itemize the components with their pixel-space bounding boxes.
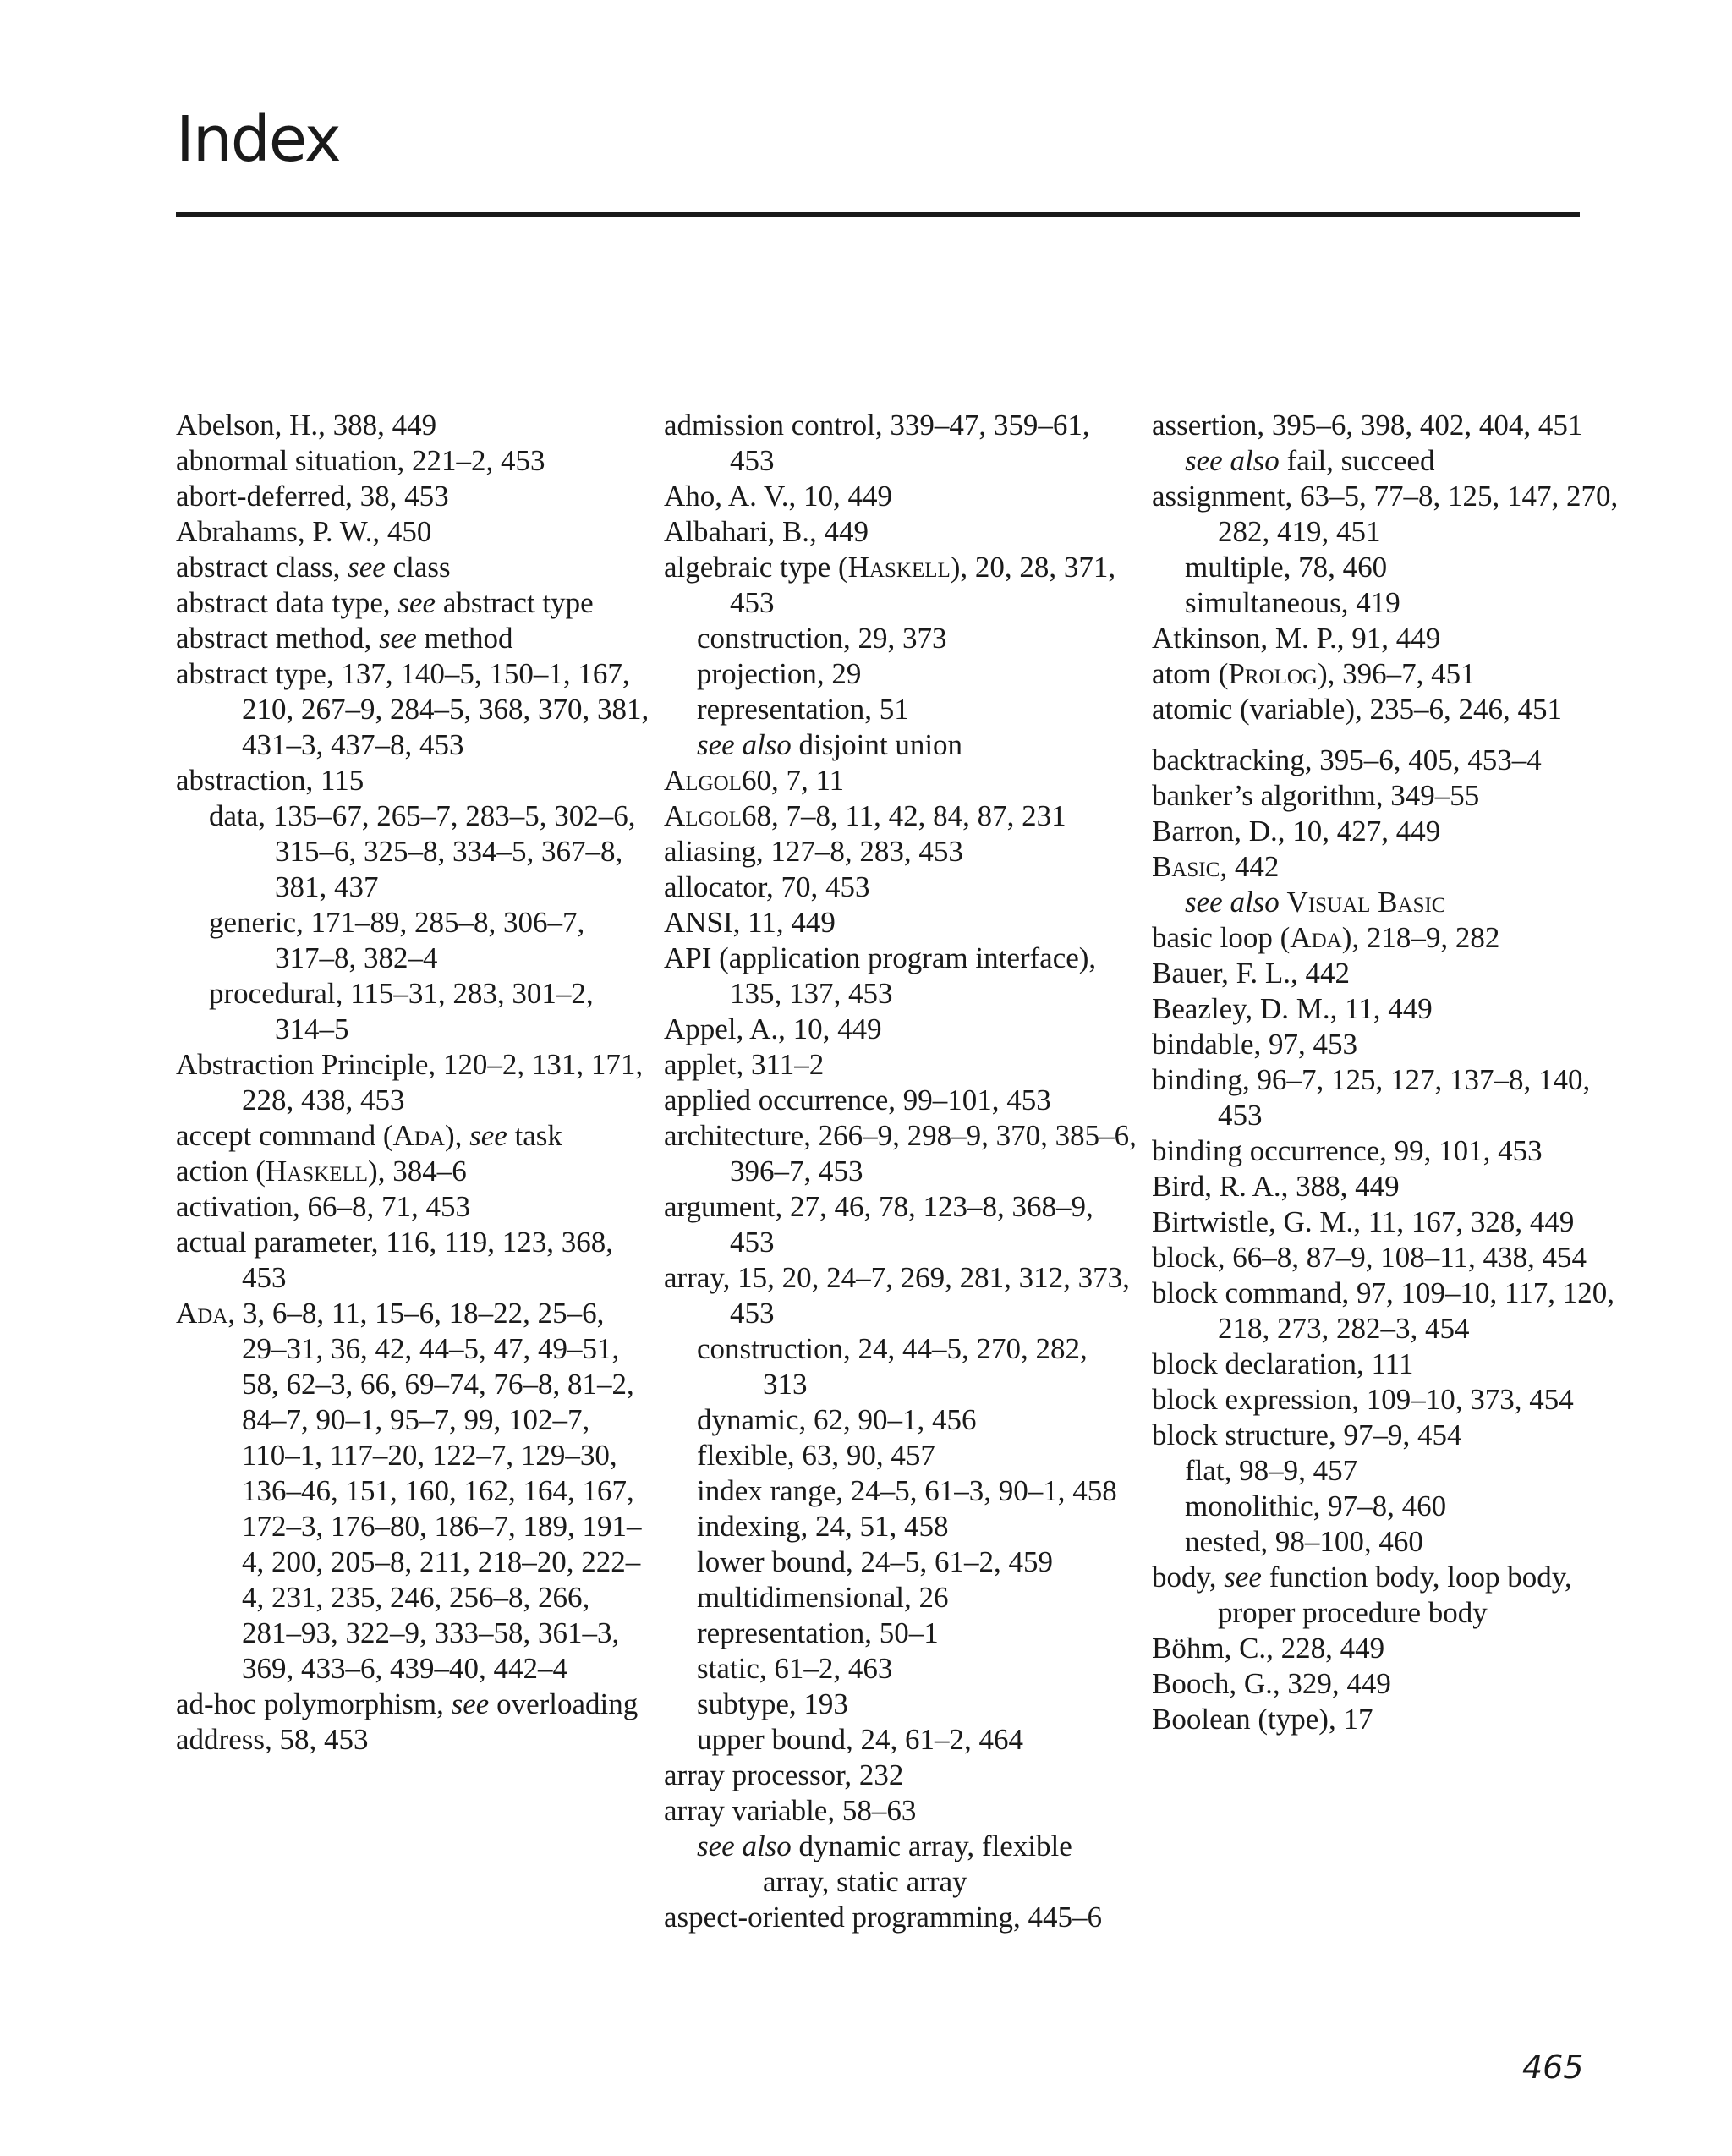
- entry-text: procedural, 115–31, 283, 301–2, 314–5: [209, 977, 594, 1045]
- entry-text: applet, 311–2: [664, 1048, 825, 1081]
- entry-text: fail, succeed: [1279, 444, 1435, 477]
- entry-text: Bird, R. A., 388, 449: [1152, 1170, 1400, 1203]
- index-entry: [176, 550, 650, 585]
- cross-reference-term: see also: [697, 728, 792, 761]
- entry-text: ), 218–9, 282: [1341, 921, 1500, 954]
- entry-text: binding occurrence, 99, 101, 453: [1152, 1134, 1543, 1167]
- entry-text: static, 61–2, 463: [697, 1652, 893, 1685]
- index-subentry: [1152, 1524, 1625, 1560]
- language-name: Ada: [392, 1119, 445, 1152]
- index-entry: [1152, 1169, 1625, 1204]
- index-subentry: [664, 1687, 1137, 1722]
- entry-text: abstract class,: [176, 551, 348, 584]
- index-entry: [664, 1793, 1137, 1829]
- index-entry: [1152, 991, 1625, 1027]
- entry-text: generic, 171–89, 285–8, 306–7, 317–8, 382–4: [209, 906, 585, 974]
- index-entry: [1152, 1062, 1625, 1133]
- index-entry: [664, 1260, 1137, 1331]
- index-entry: [664, 1012, 1137, 1047]
- index-entry: [664, 408, 1137, 479]
- index-entry: [664, 834, 1137, 870]
- index-subentry: [1152, 885, 1625, 920]
- entry-text: Appel, A., 10, 449: [664, 1012, 882, 1045]
- entry-text: class: [385, 551, 451, 584]
- entry-text: Abrahams, P. W., 450: [176, 515, 432, 548]
- entry-text: abstraction, 115: [176, 764, 364, 797]
- entry-text: activation, 66–8, 71, 453: [176, 1190, 471, 1223]
- entry-text: Birtwistle, G. M., 11, 167, 328, 449: [1152, 1205, 1575, 1238]
- entry-text: method: [416, 622, 513, 655]
- entry-text: ), 384–6: [368, 1155, 467, 1188]
- index-subentry: [664, 1544, 1137, 1580]
- index-entry: [1152, 1204, 1625, 1240]
- language-name: Algol: [664, 799, 742, 832]
- entry-text: subtype, 193: [697, 1687, 848, 1720]
- cross-reference-term: see: [379, 622, 417, 655]
- index-column-1: [176, 408, 650, 1758]
- entry-text: block, 66–8, 87–9, 108–11, 438, 454: [1152, 1241, 1587, 1274]
- index-entry: [1152, 408, 1625, 443]
- index-entry: [664, 479, 1137, 514]
- entry-text: Abelson, H., 388, 449: [176, 409, 437, 442]
- index-entry: [1152, 1631, 1625, 1666]
- entry-text: index range, 24–5, 61–3, 90–1, 458: [697, 1474, 1117, 1507]
- title-rule: [176, 212, 1580, 217]
- index-entry: [664, 1189, 1137, 1260]
- index-subentry: [1152, 1453, 1625, 1489]
- language-name: Ada: [176, 1297, 228, 1330]
- entry-text: API (application program interface), 135, 137, 453: [664, 941, 1097, 1010]
- index-subentry: [664, 692, 1137, 727]
- index-entry: [664, 1900, 1137, 1935]
- index-entry: [664, 870, 1137, 905]
- index-entry: [1152, 692, 1625, 727]
- index-entry: [1152, 1702, 1625, 1737]
- index-entry: [1152, 956, 1625, 991]
- entry-text: Aho, A. V., 10, 449: [664, 480, 893, 513]
- language-name: Basic: [1152, 850, 1220, 883]
- index-subentry: [664, 1722, 1137, 1758]
- entry-text: admission control, 339–47, 359–61, 453: [664, 409, 1090, 477]
- entry-text: Barron, D., 10, 427, 449: [1152, 815, 1441, 848]
- entry-text: binding, 96–7, 125, 127, 137–8, 140, 453: [1152, 1063, 1591, 1132]
- entry-text: , 442: [1220, 850, 1280, 883]
- index-subentry: [664, 1331, 1137, 1402]
- entry-text: abstract data type,: [176, 586, 398, 619]
- index-entry: [176, 1722, 650, 1758]
- cross-reference-term: see also: [1185, 886, 1280, 919]
- language-name: Visual Basic: [1286, 886, 1446, 919]
- language-name: Haskell: [847, 551, 951, 584]
- entry-text: ),: [444, 1119, 470, 1152]
- index-entry: [1152, 1666, 1625, 1702]
- index-entry: [1152, 849, 1625, 885]
- entry-text: construction, 29, 373: [697, 622, 947, 655]
- entry-text: , 3, 6–8, 11, 15–6, 18–22, 25–6, 29–31, 36, 42, 44–5, 47, 49–51, 58, 62–3, 66, 69–74, 76–8, 81–2, 84–7, 90–1, 95–7, 99, 102–7, 110–1, 117–20, 122–7, 129–30, 136–46, 151, 160, 162, 164, 167, 172–3, 176–80, 186–7, 189, 191–4, 200, 205–8, 211, 218–20, 222–4, 231, 235, 246, 256–8, 266, 281–93, 322–9, 333–58, 361–3, 369, 433–6, 439–40, 442–4: [227, 1297, 642, 1685]
- entry-text: aspect-oriented programming, 445–6: [664, 1901, 1103, 1934]
- index-subentry: [1152, 443, 1625, 479]
- index-column-3: [1152, 408, 1625, 1737]
- index-column-2: [664, 408, 1137, 1935]
- entry-text: ANSI, 11, 449: [664, 906, 836, 939]
- index-entry: [1152, 621, 1625, 656]
- entry-text: representation, 51: [697, 693, 909, 726]
- index-entry: [176, 1687, 650, 1722]
- entry-text: action (: [176, 1155, 266, 1188]
- index-entry: [176, 1154, 650, 1189]
- language-name: Algol: [664, 764, 742, 797]
- entry-text: ad-hoc polymorphism,: [176, 1687, 452, 1720]
- entry-text: 60, 7, 11: [741, 764, 845, 797]
- index-subentry: [176, 976, 650, 1047]
- index-subentry: [664, 1651, 1137, 1687]
- entry-text: abstract type: [436, 586, 594, 619]
- entry-text: abstract method,: [176, 622, 380, 655]
- index-entry: [176, 479, 650, 514]
- index-entry: [1152, 1382, 1625, 1418]
- entry-text: upper bound, 24, 61–2, 464: [697, 1723, 1023, 1756]
- entry-text: Abstraction Principle, 120–2, 131, 171, 228, 438, 453: [176, 1048, 644, 1116]
- entry-text: construction, 24, 44–5, 270, 282, 313: [697, 1332, 1088, 1401]
- entry-text: dynamic, 62, 90–1, 456: [697, 1403, 977, 1436]
- index-entry: [176, 585, 650, 621]
- entry-text: bindable, 97, 453: [1152, 1028, 1358, 1061]
- index-entry: [664, 1083, 1137, 1118]
- entry-text: abort-deferred, 38, 453: [176, 480, 449, 513]
- index-subentry: [1152, 585, 1625, 621]
- index-entry: [1152, 1027, 1625, 1062]
- entry-text: Albahari, B., 449: [664, 515, 869, 548]
- entry-text: array processor, 232: [664, 1758, 904, 1791]
- entry-text: lower bound, 24–5, 61–2, 459: [697, 1545, 1053, 1578]
- entry-text: Beazley, D. M., 11, 449: [1152, 992, 1433, 1025]
- entry-text: overloading: [489, 1687, 639, 1720]
- cross-reference-term: see: [397, 586, 436, 619]
- entry-text: ), 396–7, 451: [1317, 657, 1476, 690]
- entry-text: allocator, 70, 453: [664, 870, 870, 903]
- index-entry: [664, 798, 1137, 834]
- cross-reference-term: see also: [1185, 444, 1280, 477]
- index-entry: [176, 443, 650, 479]
- entry-text: array, 15, 20, 24–7, 269, 281, 312, 373, 453: [664, 1261, 1130, 1330]
- entry-text: banker’s algorithm, 349–55: [1152, 779, 1480, 812]
- entry-text: multidimensional, 26: [697, 1581, 949, 1614]
- index-subentry: [176, 798, 650, 905]
- entry-text: nested, 98–100, 460: [1185, 1525, 1423, 1558]
- index-entry: [1152, 1560, 1625, 1631]
- index-entry: [664, 1118, 1137, 1189]
- index-entry: [176, 514, 650, 550]
- index-entry: [176, 1296, 650, 1687]
- index-entry: [1152, 920, 1625, 956]
- index-entry: [1152, 814, 1625, 849]
- index-entry: [664, 1047, 1137, 1083]
- language-name: Ada: [1290, 921, 1342, 954]
- index-entry: [176, 656, 650, 763]
- entry-text: disjoint union: [791, 728, 963, 761]
- entry-text: dynamic array, flexible array, static array: [763, 1830, 1072, 1898]
- index-subentry: [664, 1402, 1137, 1438]
- entry-text: task: [507, 1119, 562, 1152]
- index-entry: [1152, 1133, 1625, 1169]
- entry-text: body,: [1152, 1561, 1225, 1594]
- index-entry: [1152, 743, 1625, 778]
- index-subentry: [664, 1616, 1137, 1651]
- index-entry: [176, 1189, 650, 1225]
- index-entry: [176, 1118, 650, 1154]
- index-subentry: [664, 1580, 1137, 1616]
- entry-text: flexible, 63, 90, 457: [697, 1439, 935, 1472]
- page-title: Index: [176, 103, 340, 176]
- entry-text: ), 20, 28, 371, 453: [730, 551, 1116, 619]
- index-entry: [1152, 479, 1625, 550]
- entry-text: actual parameter, 116, 119, 123, 368, 453: [176, 1226, 613, 1294]
- language-name: Prolog: [1228, 657, 1318, 690]
- index-entry: [1152, 1275, 1625, 1347]
- entry-text: block declaration, 111: [1152, 1347, 1414, 1380]
- index-entry: [1152, 1418, 1625, 1453]
- entry-text: abstract type, 137, 140–5, 150–1, 167, 210, 267–9, 284–5, 368, 370, 381, 431–3, 437–8, 453: [176, 657, 650, 761]
- index-subentry: [664, 1438, 1137, 1473]
- index-subentry: [664, 656, 1137, 692]
- cross-reference-term: see: [469, 1119, 507, 1152]
- index-subentry: [664, 1509, 1137, 1544]
- entry-text: applied occurrence, 99–101, 453: [664, 1083, 1051, 1116]
- entry-text: indexing, 24, 51, 458: [697, 1510, 949, 1543]
- entry-text: address, 58, 453: [176, 1723, 369, 1756]
- entry-text: projection, 29: [697, 657, 862, 690]
- index-entry: [1152, 778, 1625, 814]
- index-entry: [176, 1225, 650, 1296]
- index-entry: [1152, 1240, 1625, 1275]
- entry-text: block command, 97, 109–10, 117, 120, 218, 273, 282–3, 454: [1152, 1276, 1614, 1345]
- entry-text: representation, 50–1: [697, 1616, 939, 1649]
- index-entry: [664, 1758, 1137, 1793]
- index-subentry: [1152, 1489, 1625, 1524]
- entry-text: architecture, 266–9, 298–9, 370, 385–6, 396–7, 453: [664, 1119, 1137, 1188]
- entry-text: algebraic type (: [664, 551, 848, 584]
- entry-text: block structure, 97–9, 454: [1152, 1418, 1462, 1451]
- entry-text: Boolean (type), 17: [1152, 1703, 1373, 1736]
- cross-reference-term: see: [348, 551, 386, 584]
- index-entry: [1152, 1347, 1625, 1382]
- index-entry: [1152, 656, 1625, 692]
- entry-text: Booch, G., 329, 449: [1152, 1667, 1391, 1700]
- entry-text: atomic (variable), 235–6, 246, 451: [1152, 693, 1563, 726]
- entry-text: simultaneous, 419: [1185, 586, 1400, 619]
- entry-text: monolithic, 97–8, 460: [1185, 1489, 1447, 1522]
- cross-reference-term: see: [1224, 1561, 1262, 1594]
- entry-text: abnormal situation, 221–2, 453: [176, 444, 545, 477]
- index-entry: [664, 763, 1137, 798]
- entry-text: aliasing, 127–8, 283, 453: [664, 835, 963, 868]
- entry-text: array variable, 58–63: [664, 1794, 917, 1827]
- cross-reference-term: see: [451, 1687, 490, 1720]
- index-subentry: [664, 621, 1137, 656]
- entry-text: Böhm, C., 228, 449: [1152, 1632, 1385, 1665]
- entry-text: flat, 98–9, 457: [1185, 1454, 1358, 1487]
- index-subentry: [176, 905, 650, 976]
- index-entry: [664, 941, 1137, 1012]
- index-subentry: [1152, 550, 1625, 585]
- entry-text: backtracking, 395–6, 405, 453–4: [1152, 743, 1542, 776]
- entry-text: assertion, 395–6, 398, 402, 404, 451: [1152, 409, 1583, 442]
- index-subentry: [664, 1829, 1137, 1900]
- entry-text: argument, 27, 46, 78, 123–8, 368–9, 453: [664, 1190, 1093, 1259]
- entry-text: Bauer, F. L., 442: [1152, 957, 1350, 990]
- entry-text: 68, 7–8, 11, 42, 84, 87, 231: [741, 799, 1066, 832]
- page-number: 465: [1522, 2049, 1584, 2086]
- entry-text: function body, loop body, proper procedure body: [1218, 1561, 1572, 1629]
- index-subentry: [664, 1473, 1137, 1509]
- index-entry: [664, 514, 1137, 550]
- entry-text: assignment, 63–5, 77–8, 125, 147, 270, 282, 419, 451: [1152, 480, 1619, 548]
- index-entry: [176, 408, 650, 443]
- entry-text: multiple, 78, 460: [1185, 551, 1388, 584]
- entry-text: basic loop (: [1152, 921, 1291, 954]
- index-entry: [176, 621, 650, 656]
- language-name: Haskell: [265, 1155, 369, 1188]
- index-entry: [664, 550, 1137, 621]
- index-entry: [176, 1047, 650, 1118]
- index-subentry: [664, 727, 1137, 763]
- entry-text: accept command (: [176, 1119, 393, 1152]
- entry-text: block expression, 109–10, 373, 454: [1152, 1383, 1574, 1416]
- entry-text: atom (: [1152, 657, 1229, 690]
- entry-text: [1280, 886, 1287, 919]
- cross-reference-term: see also: [697, 1830, 792, 1862]
- entry-text: Atkinson, M. P., 91, 449: [1152, 622, 1441, 655]
- index-entry: [176, 763, 650, 798]
- entry-text: data, 135–67, 265–7, 283–5, 302–6, 315–6, 325–8, 334–5, 367–8, 381, 437: [209, 799, 636, 903]
- index-entry: [664, 905, 1137, 941]
